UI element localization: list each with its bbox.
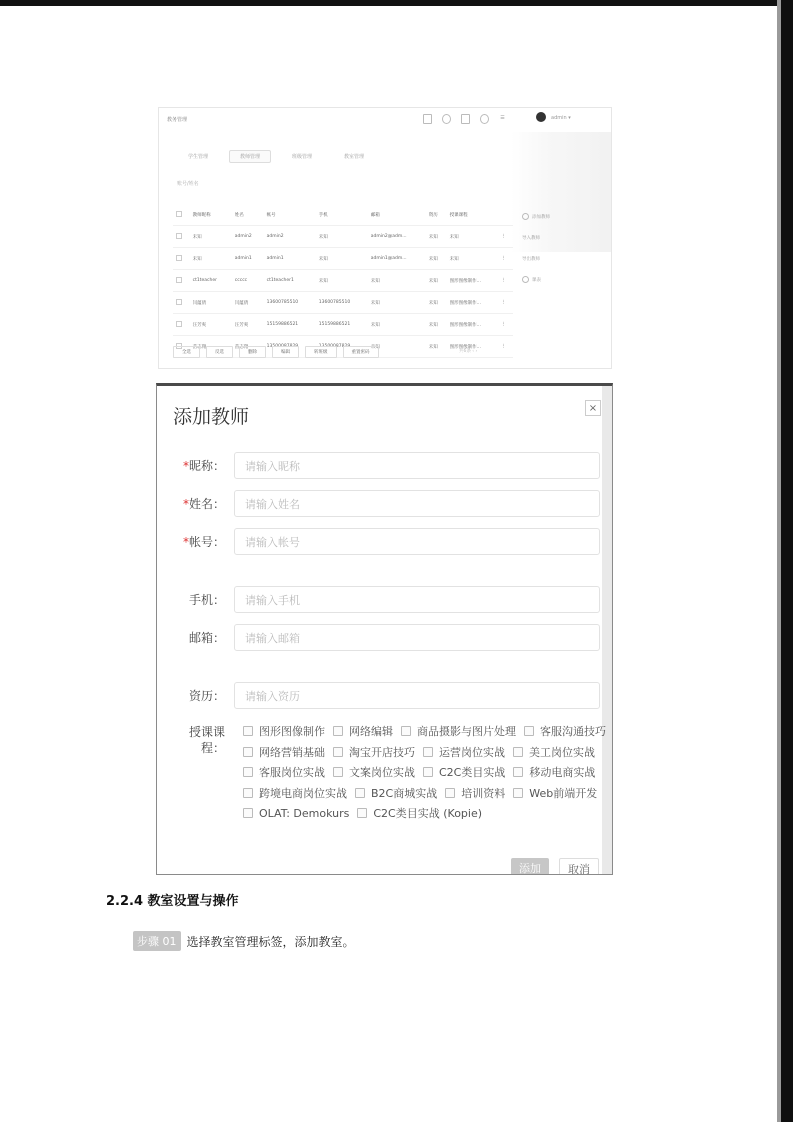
user-name[interactable]: admin ▾ [551,115,571,121]
table-cell: 15159886521 [316,314,368,336]
checkbox[interactable] [513,767,523,777]
plus-icon [522,213,529,220]
step-instruction [133,931,355,951]
table-row[interactable] [173,226,513,248]
checkbox[interactable] [243,747,253,757]
placeholder: 请输入手机 [245,594,300,607]
schedule-action[interactable] [522,269,550,290]
table-row[interactable] [173,248,513,270]
course-checkbox[interactable] [513,785,597,801]
select-all-button[interactable]: 全选 [173,346,200,358]
label-text: 姓名： [188,497,225,511]
dialog-title: 添加教师 [173,406,250,428]
table-cell: 13600785510 [316,292,368,314]
table-cell: ccccc [232,270,264,292]
course-checkbox[interactable] [243,785,347,801]
course-label: 文案岗位实战 [349,766,415,780]
phone-input[interactable] [234,586,600,613]
table-cell: 苗志翔 [232,336,264,358]
placeholder: 请输入昵称 [245,460,300,473]
courses-label-line2: 程： [200,741,225,755]
course-checkbox[interactable] [333,744,415,760]
table-cell: 13500087829 [316,336,368,358]
table-row[interactable] [173,314,513,336]
course-checkbox[interactable] [243,764,325,780]
add-teacher-action[interactable] [522,206,550,227]
course-checkbox-group [243,721,613,824]
checkbox[interactable] [355,788,365,798]
globe-icon[interactable] [442,114,451,124]
edit-button[interactable]: 编辑 [272,346,299,358]
table-cell: 闫蕴倩 [190,292,232,314]
course-checkbox[interactable] [243,744,325,760]
checkbox[interactable] [333,747,343,757]
bell-icon[interactable] [480,114,489,124]
tab-teachers[interactable]: 教师管理 [229,150,271,163]
avatar[interactable] [536,112,546,122]
course-checkbox[interactable] [333,764,415,780]
row-checkbox[interactable] [173,270,190,292]
account-label [161,533,225,550]
course-label: 网络编辑 [349,725,393,739]
name-input[interactable] [234,490,600,517]
teacher-list-screenshot [158,107,612,369]
course-checkbox[interactable] [357,805,482,821]
table-row[interactable] [173,270,513,292]
table-cell: 图形图像制作... [447,314,499,336]
course-checkbox[interactable] [243,723,325,739]
row-checkbox[interactable] [173,292,190,314]
invert-selection-button[interactable]: 反选 [206,346,233,358]
course-label: 移动电商实战 [529,766,596,780]
checkbox[interactable] [357,808,367,818]
checkbox[interactable] [243,726,253,736]
more-icon[interactable]: ⋮ [498,226,513,248]
checkbox[interactable] [445,788,455,798]
action-label: 导出教师 [522,256,540,262]
row-checkbox[interactable] [173,248,190,270]
course-checkbox[interactable] [401,723,516,739]
column-header: 姓名 [232,204,264,226]
tab-students[interactable]: 学生管理 [188,154,209,160]
transfer-class-button[interactable]: 转班级 [305,346,337,358]
course-label: 客服沟通技巧 [540,725,606,739]
checkbox[interactable] [513,788,523,798]
table-cell: 汪芳爽 [190,314,232,336]
required-mark: * [182,497,189,511]
course-checkbox[interactable] [423,744,505,760]
column-header: 邮箱 [368,204,426,226]
courses-label [161,724,225,756]
table-cell: 13600785510 [264,292,316,314]
account-input[interactable] [234,528,600,555]
course-label: 客服岗位实战 [259,766,325,780]
phone-label: 手机： [188,593,225,607]
user-label: admin [551,115,567,121]
table-cell: 未知 [426,292,447,314]
course-checkbox[interactable] [513,764,595,780]
teacher-table [173,204,513,358]
row-checkbox[interactable] [173,204,190,226]
course-label: OLAT: Demokurs [259,806,350,820]
course-label: C2C类目实战 (Kopie) [373,807,483,821]
step-text: 选择教室管理标签，添加教室。 [186,934,355,949]
close-icon[interactable]: × [585,400,601,416]
checkbox[interactable] [243,767,253,777]
course-label: B2C商城实战 [371,786,438,800]
table-cell: 图形图像制作... [447,292,499,314]
table-cell: 未知 [316,248,368,270]
export-teacher-action[interactable] [522,248,550,269]
table-cell: 未知 [447,248,499,270]
calendar-icon[interactable] [461,114,470,124]
table-cell: 未知 [316,270,368,292]
column-header: 教师昵称 [190,204,232,226]
qualification-label: 资历： [188,689,225,703]
row-checkbox[interactable] [173,226,190,248]
table-cell: admin1@adm... [368,248,426,270]
delete-button[interactable]: 删除 [239,346,266,358]
course-label: 淘宝开店技巧 [349,745,415,759]
course-row [243,762,613,783]
action-label: 课表 [532,277,541,283]
courses-label-line1: 授课课 [188,725,225,739]
email-input[interactable] [234,624,600,651]
page-right-border [781,0,793,1122]
checkbox[interactable] [423,747,433,757]
document-icon[interactable] [423,114,432,124]
column-header: 资历 [426,204,447,226]
add-button[interactable]: 添加 [511,858,549,875]
calendar-icon [522,276,529,283]
import-teacher-action[interactable] [522,227,550,248]
tab-classes[interactable]: 班级管理 [292,154,313,160]
email-label: 邮箱： [188,631,225,645]
step-badge: 步骤 01 [133,931,181,951]
table-cell: 未知 [426,248,447,270]
table-cell: admin2 [264,226,316,248]
nickname-label [161,457,225,474]
more-icon[interactable]: ⋮ [498,336,513,358]
table-cell: 未知 [426,314,447,336]
menu-icon[interactable]: ☰ [500,115,505,121]
table-header [173,204,513,226]
course-label: 美工岗位实战 [529,745,595,759]
pagination[interactable]: 共6条 ‹ › [459,349,478,354]
course-row [243,783,613,804]
more-icon[interactable]: ⋮ [498,314,513,336]
table-cell: ct1teacher1 [264,270,316,292]
tab-classrooms[interactable]: 教室管理 [344,154,365,160]
course-row [243,742,613,763]
course-row [243,721,613,742]
add-teacher-dialog [156,383,613,875]
table-cell: 未知 [368,292,426,314]
more-icon[interactable]: ⋮ [498,248,513,270]
page-top-border [0,0,793,6]
placeholder: 请输入姓名 [245,498,300,511]
course-checkbox[interactable] [423,764,505,780]
table-cell: 汪芳爽 [232,314,264,336]
course-label: 网络营销基础 [259,745,325,759]
name-label [161,495,225,512]
course-checkbox[interactable] [524,723,606,739]
course-checkbox[interactable] [355,785,437,801]
table-cell: admin1 [232,248,264,270]
more-icon[interactable]: ⋮ [498,270,513,292]
course-label: 跨境电商岗位实战 [259,786,347,800]
required-mark: * [182,459,189,473]
checkbox[interactable] [513,747,523,757]
table-cell: 未知 [426,336,447,358]
course-checkbox[interactable] [333,723,393,739]
course-label: 商品摄影与图片处理 [417,725,516,739]
checkbox[interactable] [243,808,253,818]
side-actions [522,206,550,290]
row-checkbox[interactable] [173,314,190,336]
placeholder: 请输入资历 [245,690,300,703]
reset-password-button[interactable]: 重置密码 [343,346,379,358]
app-title: 教务管理 [167,117,188,123]
checkbox[interactable] [333,767,343,777]
table-cell: 未知 [368,336,426,358]
table-cell: 15159886521 [264,314,316,336]
table-cell: 未知 [316,226,368,248]
table-cell: 未知 [426,270,447,292]
action-label: 添加教师 [532,214,550,220]
table-cell: ct1teacher [190,270,232,292]
table-cell: 未知 [190,226,232,248]
nickname-input[interactable] [234,452,600,479]
course-label: Web前端开发 [529,786,598,800]
table-cell: 闫蕴倩 [232,292,264,314]
checkbox[interactable] [524,726,534,736]
course-label: 培训资料 [461,786,506,800]
tab-bar [177,150,375,163]
table-cell: admin2@adm... [368,226,426,248]
table-footer-buttons [173,346,379,358]
cancel-button[interactable]: 取消 [559,858,599,875]
course-row [243,803,613,824]
table-cell: admin1 [264,248,316,270]
label-text: 昵称： [188,459,225,473]
pager-count: 共6条 [459,349,471,354]
table-cell: 未知 [368,314,426,336]
section-heading: 2.2.4 教室设置与操作 [106,894,239,909]
table-cell: 苗志翔 [190,336,232,358]
header-icons [423,114,506,124]
required-mark: * [182,535,189,549]
table-cell: 未知 [426,226,447,248]
table-cell: 未知 [368,270,426,292]
placeholder: 请输入帐号 [245,536,300,549]
table-cell: 13500087829 [264,336,316,358]
checkbox[interactable] [243,788,253,798]
table-cell: 图形图像制作... [447,336,499,358]
checkbox[interactable] [401,726,411,736]
course-checkbox[interactable] [445,785,505,801]
course-checkbox[interactable] [513,744,595,760]
course-label: C2C类目实战 [439,766,506,780]
label-text: 帐号： [188,535,225,549]
table-cell: admin2 [232,226,264,248]
table-cell: 未知 [190,248,232,270]
table-row[interactable] [173,292,513,314]
course-checkbox[interactable] [243,807,349,820]
table-cell: 图形图像制作... [447,270,499,292]
checkbox[interactable] [423,767,433,777]
search-input[interactable]: 账号/姓名 [177,181,199,187]
checkbox[interactable] [333,726,343,736]
column-header: 手机 [316,204,368,226]
qualification-input[interactable] [234,682,600,709]
more-icon[interactable]: ⋮ [498,292,513,314]
course-label: 图形图像制作 [259,725,325,739]
placeholder: 请输入邮箱 [245,632,300,645]
column-header: 帐号 [264,204,316,226]
course-label: 运营岗位实战 [439,745,505,759]
action-label: 导入教师 [522,235,540,241]
table-cell: 未知 [447,226,499,248]
column-header: 授课课程 [447,204,499,226]
